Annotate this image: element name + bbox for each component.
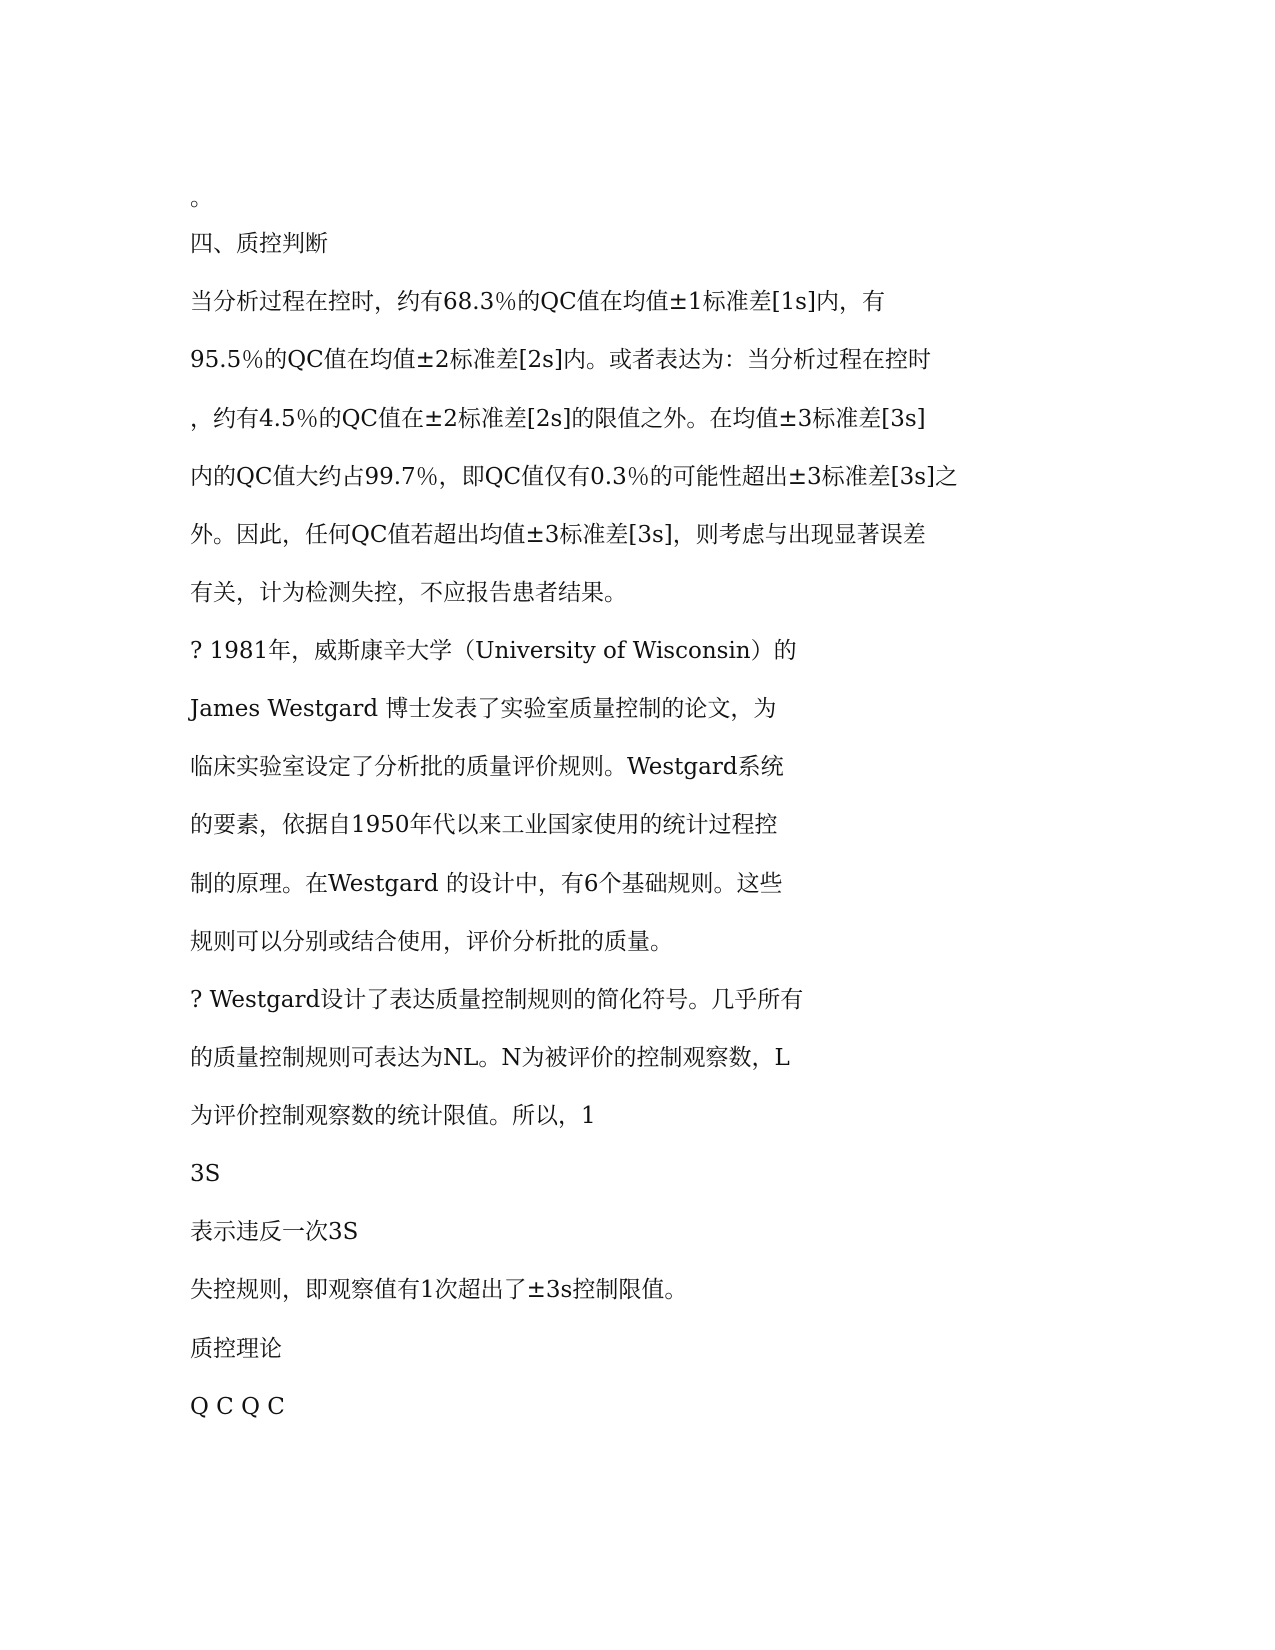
text-line-12: 的要素，依据自1950年代以来工业国家使用的统计过程控: [190, 812, 778, 838]
text-line-21: 质控理论: [190, 1336, 282, 1362]
text-line-3: 当分析过程在控时，约有68.3％的QC值在均值±1标准差[1s]内，有: [190, 289, 885, 315]
text-line-4: 95.5％的QC值在均值±2标准差[2s]内。或者表达为：当分析过程在控时: [190, 347, 931, 373]
text-line-20: 失控规则，即观察值有1次超出了±3s控制限值。: [190, 1277, 688, 1303]
text-line-6: 内的QC值大约占99.7％，即QC值仅有0.3％的可能性超出±3标准差[3s]之: [190, 464, 958, 490]
text-line-11: 临床实验室设定了分析批的质量评价规则。Westgard系统: [190, 754, 784, 780]
text-line-18: 3S: [190, 1161, 221, 1187]
text-line-10: James Westgard 博士发表了实验室质量控制的论文，为: [190, 696, 777, 722]
section-heading: 四、质控判断: [190, 231, 328, 257]
text-line-5: ，约有4.5％的QC值在±2标准差[2s]的限值之外。在均值±3标准差[3s]: [190, 406, 926, 432]
text-line-9: ? 1981年，威斯康辛大学（University of Wisconsin）的: [190, 638, 797, 664]
text-line-19: 表示违反一次3S: [190, 1219, 359, 1245]
text-line-17: 为评价控制观察数的统计限值。所以，1: [190, 1103, 596, 1129]
text-line-22: Q C Q C: [190, 1394, 285, 1420]
text-line-16: 的质量控制规则可表达为NL。N为被评价的控制观察数，L: [190, 1045, 790, 1071]
text-line-15: ? Westgard设计了表达质量控制规则的简化符号。几乎所有: [190, 987, 804, 1013]
text-line-1: 。: [190, 185, 213, 211]
text-line-14: 规则可以分别或结合使用，评价分析批的质量。: [190, 929, 673, 955]
text-line-8: 有关，计为检测失控，不应报告患者结果。: [190, 580, 627, 606]
text-line-7: 外。因此，任何QC值若超出均值±3标准差[3s]，则考虑与出现显著误差: [190, 522, 926, 548]
text-line-13: 制的原理。在Westgard 的设计中，有6个基础规则。这些: [190, 871, 783, 897]
